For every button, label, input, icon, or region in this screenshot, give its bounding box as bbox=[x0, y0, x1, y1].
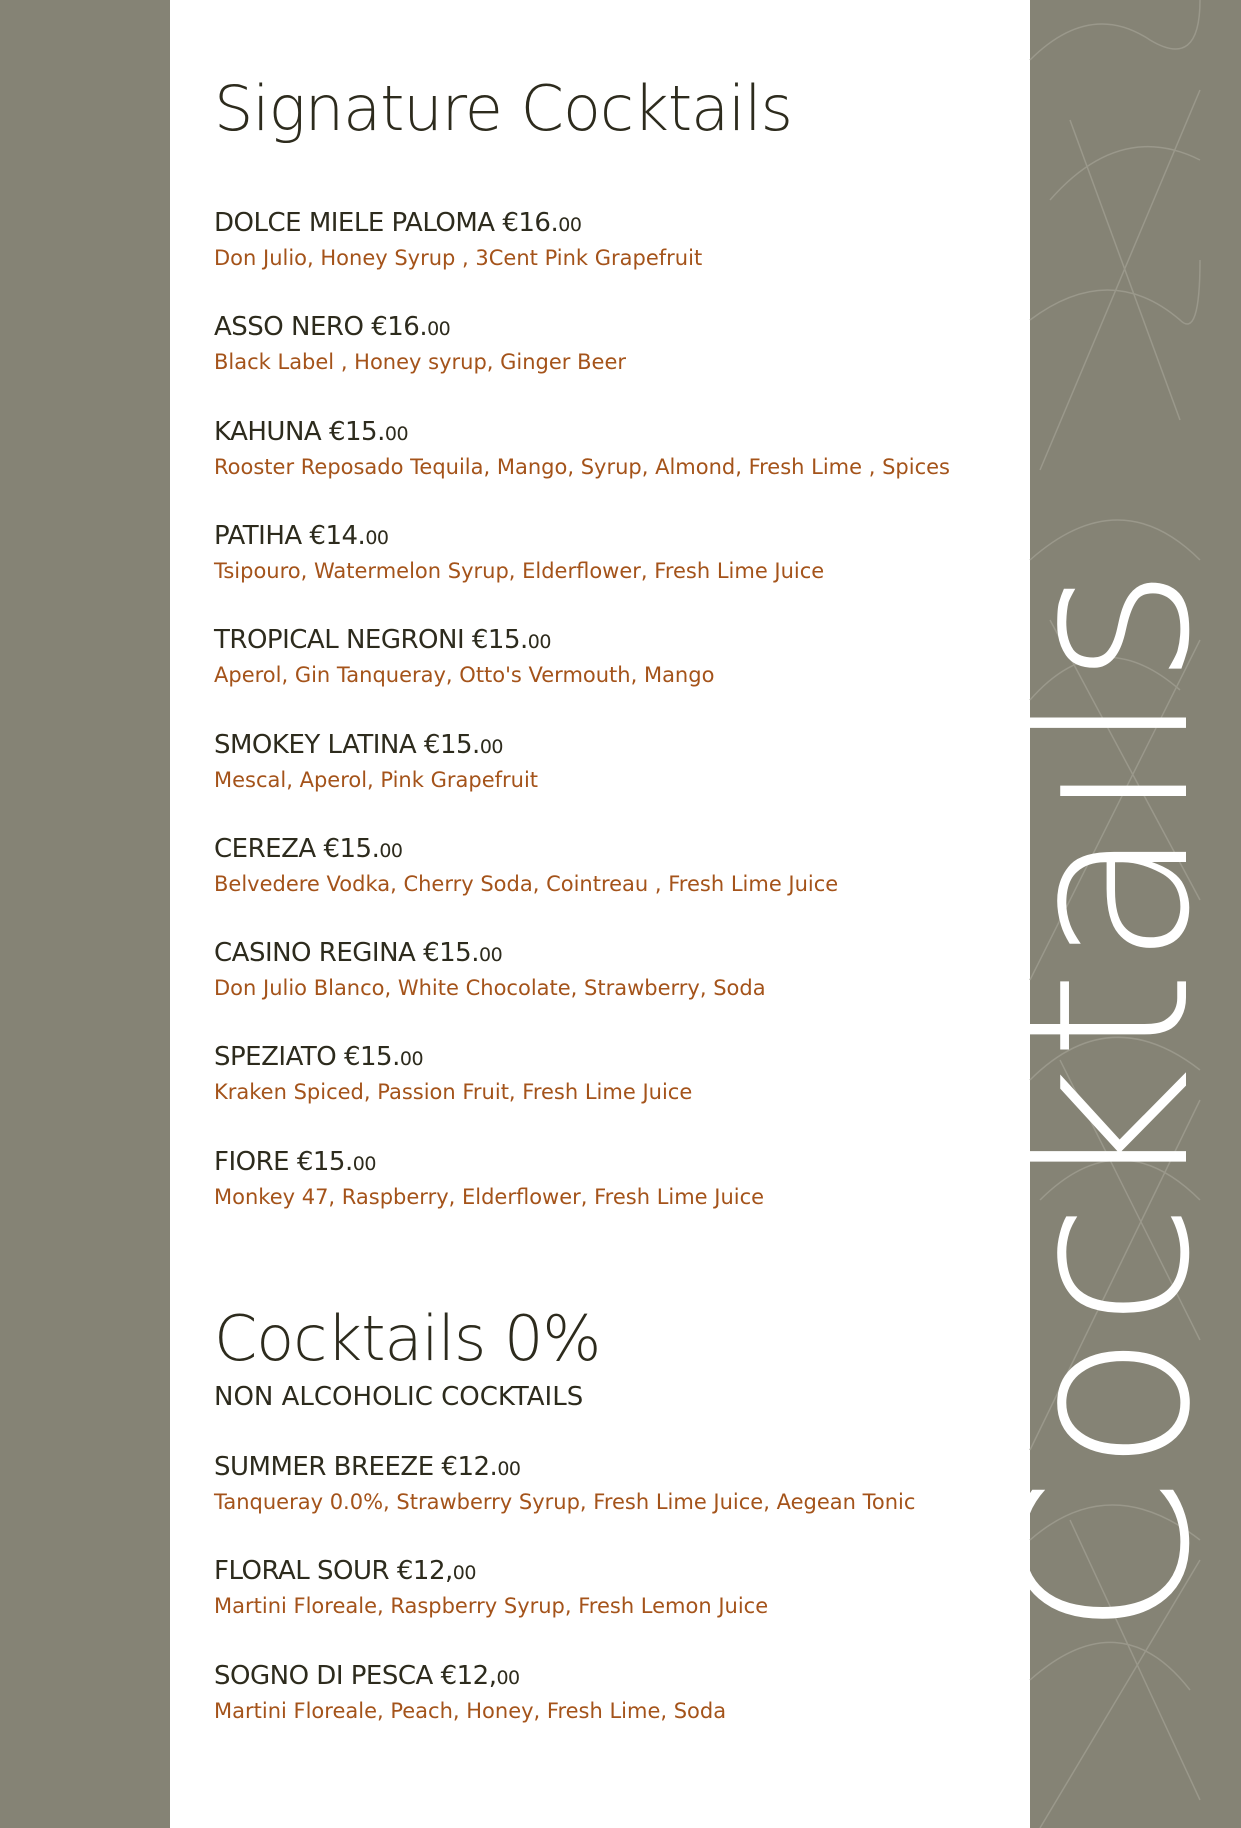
item-name bbox=[214, 1146, 764, 1177]
item-name-price: KAHUNA €15. bbox=[214, 416, 385, 447]
item-ingredients: Kraken Spiced, Passion Fruit, Fresh Lime Juice bbox=[214, 1080, 693, 1105]
menu-item bbox=[214, 520, 825, 583]
item-ingredients: Martini Floreale, Raspberry Syrup, Fresh Lemon Juice bbox=[214, 1594, 769, 1619]
non-alcoholic-subtitle: NON ALCOHOLIC COCKTAILS bbox=[214, 1382, 584, 1412]
item-name bbox=[214, 625, 714, 656]
menu-item bbox=[214, 314, 626, 373]
item-ingredients: Don Julio Blanco, White Chocolate, Strawberry, Soda bbox=[214, 976, 766, 1001]
item-name bbox=[214, 729, 538, 760]
zero-cocktails-title: Cocktails 0% bbox=[214, 1302, 601, 1375]
menu-item bbox=[214, 416, 950, 479]
item-price-cents: 00 bbox=[379, 839, 403, 862]
item-price-cents: 00 bbox=[479, 735, 504, 758]
menu-item bbox=[214, 1146, 765, 1209]
item-name-price: CEREZA €15. bbox=[214, 833, 380, 864]
left-border bbox=[0, 0, 170, 1828]
item-name bbox=[214, 416, 950, 447]
menu-item bbox=[214, 940, 766, 999]
item-price-cents: 00 bbox=[427, 318, 451, 341]
item-name-price: SOGNO DI PESCA €12, bbox=[214, 1660, 497, 1691]
item-name-price: PATIHA €14. bbox=[214, 520, 366, 551]
item-name-price: SUMMER BREEZE €12. bbox=[214, 1452, 498, 1482]
item-ingredients: Monkey 47, Raspberry, Elderflower, Fresh Lime Juice bbox=[214, 1184, 765, 1209]
item-price-cents: 00 bbox=[399, 1048, 424, 1071]
item-name bbox=[214, 1042, 692, 1073]
item-name bbox=[214, 1556, 768, 1587]
menu-item bbox=[214, 1454, 915, 1513]
menu-item bbox=[214, 1044, 692, 1103]
menu-item bbox=[214, 627, 714, 686]
item-ingredients: Black Label , Honey syrup, Ginger Beer bbox=[214, 350, 626, 375]
item-price-cents: 00 bbox=[479, 944, 503, 967]
item-ingredients: Tsipouro, Watermelon Syrup, Elderflower, Fresh Lime Juice bbox=[214, 558, 825, 583]
item-name bbox=[214, 1660, 726, 1691]
menu-item bbox=[214, 833, 839, 896]
item-ingredients: Rooster Reposado Tequila, Mango, Syrup, Almond, Fresh Lime , Spices bbox=[214, 454, 950, 479]
item-ingredients: Mescal, Aperol, Pink Grapefruit bbox=[214, 767, 539, 792]
item-ingredients: Aperol, Gin Tanqueray, Otto's Vermouth, Mango bbox=[214, 663, 715, 688]
item-ingredients: Don Julio, Honey Syrup , 3Cent Pink Grapefruit bbox=[214, 246, 703, 270]
vertical-cocktails-title: Cocktails bbox=[974, 562, 1241, 1638]
item-ingredients: Belvedere Vodka, Cherry Soda, Cointreau , Fresh Lime Juice bbox=[214, 871, 839, 896]
item-name bbox=[214, 312, 626, 343]
item-price-cents: 00 bbox=[527, 631, 551, 654]
item-name bbox=[214, 210, 702, 236]
item-price-cents: 00 bbox=[452, 1562, 476, 1585]
item-ingredients: Martini Floreale, Peach, Honey, Fresh Lime, Soda bbox=[214, 1698, 727, 1723]
menu-item bbox=[214, 1660, 727, 1723]
item-price-cents: 00 bbox=[365, 526, 389, 549]
item-name bbox=[214, 938, 766, 969]
item-price-cents: 00 bbox=[384, 422, 409, 445]
menu-item bbox=[214, 1558, 768, 1617]
item-price-cents: 00 bbox=[352, 1152, 376, 1175]
item-name bbox=[214, 833, 838, 864]
signature-cocktails-title: Signature Cocktails bbox=[214, 72, 792, 145]
menu-item bbox=[214, 729, 539, 792]
item-name-price: ASSO NERO €16. bbox=[214, 312, 428, 343]
item-name bbox=[214, 520, 824, 551]
menu-item bbox=[214, 210, 702, 269]
item-name-price: TROPICAL NEGRONI €15. bbox=[214, 625, 528, 656]
item-name-price: SMOKEY LATINA €15. bbox=[214, 729, 480, 760]
item-name bbox=[214, 1454, 915, 1480]
item-ingredients: Tanqueray 0.0%, Strawberry Syrup, Fresh Lime Juice, Aegean Tonic bbox=[214, 1490, 916, 1514]
item-name-price: CASINO REGINA €15. bbox=[214, 938, 479, 969]
item-name-price: FLORAL SOUR €12, bbox=[214, 1556, 453, 1587]
menu-page bbox=[170, 0, 1030, 1828]
item-name-price: SPEZIATO €15. bbox=[214, 1042, 400, 1073]
item-name-price: FIORE €15. bbox=[214, 1146, 353, 1177]
item-price-cents: 00 bbox=[496, 1666, 520, 1689]
item-price-cents: 00 bbox=[497, 1458, 521, 1480]
item-name-price: DOLCE MIELE PALOMA €16. bbox=[214, 208, 559, 238]
item-price-cents: 00 bbox=[558, 214, 582, 236]
